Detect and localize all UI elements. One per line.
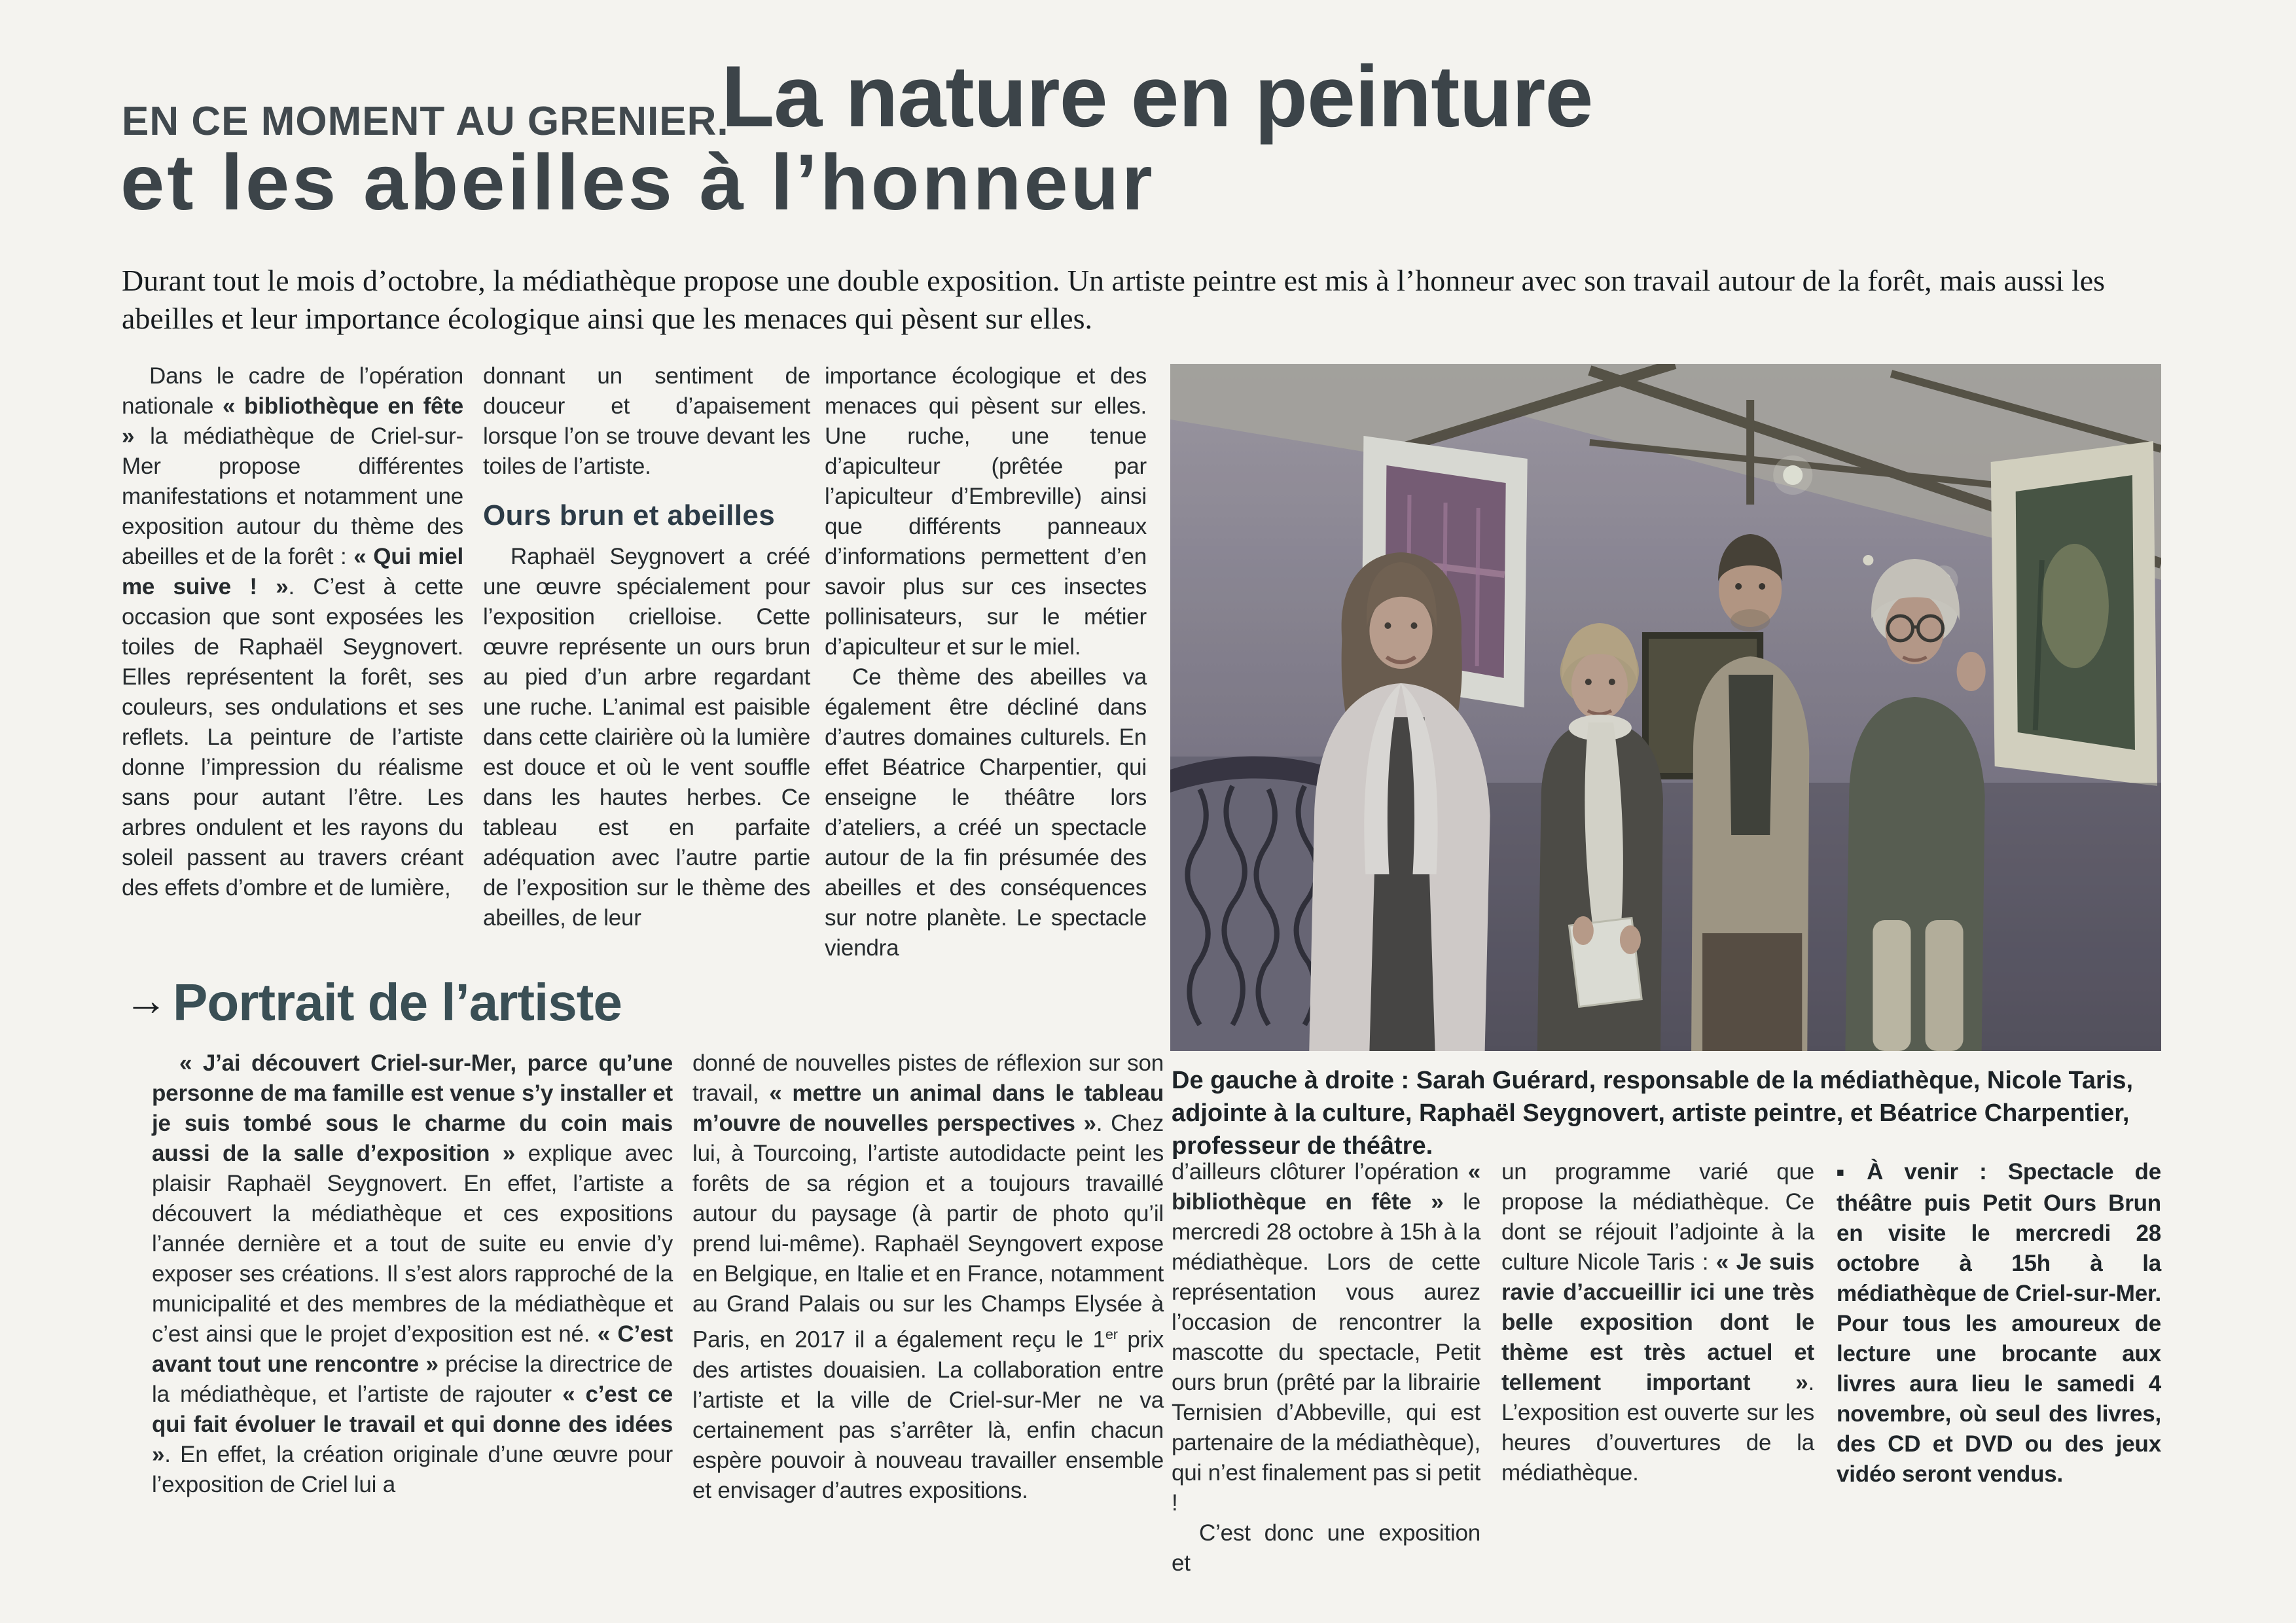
- arrow-right-icon: →: [124, 976, 168, 1024]
- paragraph: importance écologique et des menaces qui pèsent sur elles. Une ruche, une tenue d’apiculteur (prêtée par l’apiculteur d’Embreville) ainsi que différents panneaux d’informations permettent d’en savoir plus sur ces insectes pollinisateurs, sur le métier d’apiculteur et sur le miel.: [825, 363, 1147, 660]
- bottom-column-1: [1172, 1157, 1480, 1578]
- gallery-photo: [1170, 364, 2161, 1051]
- portrait-column-2: [692, 1048, 1164, 1506]
- paragraph: d’ailleurs clôturer l’opération « bibliothèque en fête » le mercredi 28 octobre à 15h à la médiathèque. Lors de cette représentation vous aurez l’occasion de rencontrer la mascotte du spectacle, Petit ours brun (prêté par la librairie Ternisien d’Abbeville, qui est partenaire de la médiathèque), qui n’est finalement pas si petit !: [1172, 1159, 1481, 1516]
- a-venir-text: À venir : Spectacle de théâtre puis Petit Ours Brun en visite le mercredi 28 octobre à 15h à la médiathèque de Criel-sur-Mer. Pour tous les amoureux de lecture une brocante aux livres aura lieu le samedi 4 novembre, où seul des livres, des CD et DVD ou des jeux vidéo seront vendus.: [1837, 1159, 2161, 1487]
- bold-quote: « J’ai découvert Criel-sur-Mer, parce qu’une personne de ma famille est venue s’y installer et je suis tombé sous le charme du coin mais aussi de la salle d’exposition »: [152, 1050, 673, 1166]
- bold-quote: « Qui miel me suive ! »: [122, 544, 463, 599]
- paragraph: donnant un sentiment de douceur et d’apaisement lorsque l’on se trouve devant les toiles de l’artiste.: [483, 363, 810, 479]
- paragraph: Ce thème des abeilles va également être décliné dans d’autres domaines culturels. En effet Béatrice Charpentier, qui enseigne le théâtre lors d’ateliers, a créé un spectacle autour de la fin présumée des abeilles et des conséquences sur notre planète. Le spectacle viendra: [825, 664, 1147, 961]
- paragraph: un programme varié que propose la médiathèque. Ce dont se réjouit l’adjointe à la culture Nicole Taris : « Je suis ravie d’accueillir ici une très belle exposition dont le thème est très actuel et tellement important ». L’exposition est ouverte sur les heures d’ouvertures de la médiathèque.: [1501, 1159, 1814, 1486]
- gallery-photo-illustration: [1170, 364, 2161, 1051]
- kicker: EN CE MOMENT AU GRENIER.: [122, 99, 729, 144]
- paragraph: C’est donc une exposition et: [1172, 1520, 1480, 1576]
- bold-quote: « bibliothèque en fête »: [1172, 1159, 1480, 1215]
- lede: Durant tout le mois d’octobre, la médiathèque propose une double exposition. Un artiste peintre est mis à l’honneur avec son travail autour de la forêt, mais aussi les abeilles et leur importance écologique ainsi que les menaces qui pèsent sur elles.: [122, 264, 2106, 335]
- square-bullet-icon: ■: [1837, 1166, 1859, 1180]
- subhead-ours-brun-et-abeilles: Ours brun et abeilles: [483, 499, 776, 531]
- paragraph: [1837, 1157, 2161, 1489]
- bottom-column-2: [1501, 1157, 1814, 1488]
- bold-quote: « mettre un animal dans le tableau m’ouvre de nouvelles perspectives »: [692, 1080, 1164, 1136]
- paragraph: Dans le cadre de l’opération nationale « bibliothèque en fête » la médiathèque de Criel-sur-Mer propose différentes manifestations et notamment une exposition autour du thème des abeilles et de la forêt : « Qui miel me suive ! ». C’est à cette occasion que sont exposées les toiles de Raphaël Seygnovert. Elles représentent la forêt, ses couleurs, ses ondulations et ses reflets. La peinture de l’artiste donne l’impression du réalisme sans pour autant l’être. Les arbres ondulent et les rayons du soleil passent au travers créant des effets d’ombre et de lumière,: [122, 363, 464, 901]
- scan-color-cast-magenta: [1170, 364, 2161, 1051]
- article-column-3: [825, 361, 1147, 963]
- section-heading-portrait: [124, 972, 622, 1033]
- section-heading-text: Portrait de l’artiste: [173, 973, 622, 1031]
- photo-caption: De gauche à droite : Sarah Guérard, responsable de la médiathèque, Nicole Taris, adjointe à la culture, Raphaël Seygnovert, artiste peintre, et Béatrice Charpentier, professeur de théâtre.: [1172, 1067, 2134, 1160]
- article-column-2: [483, 361, 810, 933]
- headline-line1: La nature en peinture: [721, 48, 1593, 145]
- bold-quote: « Je suis ravie d’accueillir ici une très belle exposition dont le thème est très actuel et tellement important »: [1501, 1249, 1814, 1395]
- bold-quote: « C’est avant tout une rencontre »: [152, 1321, 673, 1377]
- article-column-1: [122, 361, 463, 903]
- paragraph: Raphaël Seygnovert a créé une œuvre spécialement pour l’exposition crielloise. Cette œuvre représente un ours brun au pied d’un arbre regardant une ruche. L’animal est paisible dans cette clairière où la lumière est douce et où le vent souffle dans les hautes herbes. Ce tableau est en parfaite adéquation avec l’autre partie de l’exposition sur le thème des abeilles, de leur: [483, 544, 810, 931]
- paragraph: donné de nouvelles pistes de réflexion sur son travail, « mettre un animal dans le tableau m’ouvre de nouvelles perspectives ». Chez lui, à Tourcoing, l’artiste autodidacte peint les forêts de sa région et a toujours travaillé autour du paysage (à partir de photo qu’il prend lui-même). Raphaël Seyngovert expose en Belgique, en Italie et en France, notamment au Grand Palais ou sur les Champs Elysée à Paris, en 2017 il a également reçu le 1er prix des artistes douaisien. La collaboration entre l’artiste et la ville de Criel-sur-Mer ne va certainement pas s’arrêter là, enfin chacun espère pouvoir à nouveau travailler ensemble et envisager d’autres expositions.: [692, 1050, 1164, 1503]
- bold-quote: « bibliothèque en fête »: [122, 393, 464, 449]
- superscript: er: [1105, 1326, 1118, 1342]
- bottom-column-3-a-venir: [1837, 1157, 2161, 1489]
- portrait-column-1: [152, 1048, 673, 1500]
- paragraph: « J’ai découvert Criel-sur-Mer, parce qu’une personne de ma famille est venue s’y installer et je suis tombé sous le charme du coin mais aussi de la salle d’exposition » explique avec plaisir Raphaël Seygnovert. En effet, l’artiste a découvert la médiathèque et ces expositions l’année dernière et a tout de suite eu envie d’y exposer ses créations. Il s’est alors rapproché de la municipalité et des membres de la médiathèque et c’est ainsi que le projet d’exposition est né. « C’est avant tout une rencontre » précise la directrice de la médiathèque, et l’artiste de rajouter « c’est ce qui fait évoluer le travail et qui donne des idées ». En effet, la création originale d’une œuvre pour l’exposition de Criel lui a: [152, 1050, 673, 1497]
- bold-quote: « c’est ce qui fait évoluer le travail et qui donne des idées »: [152, 1382, 673, 1467]
- headline-line2: et les abeilles à l’honneur: [120, 137, 1155, 226]
